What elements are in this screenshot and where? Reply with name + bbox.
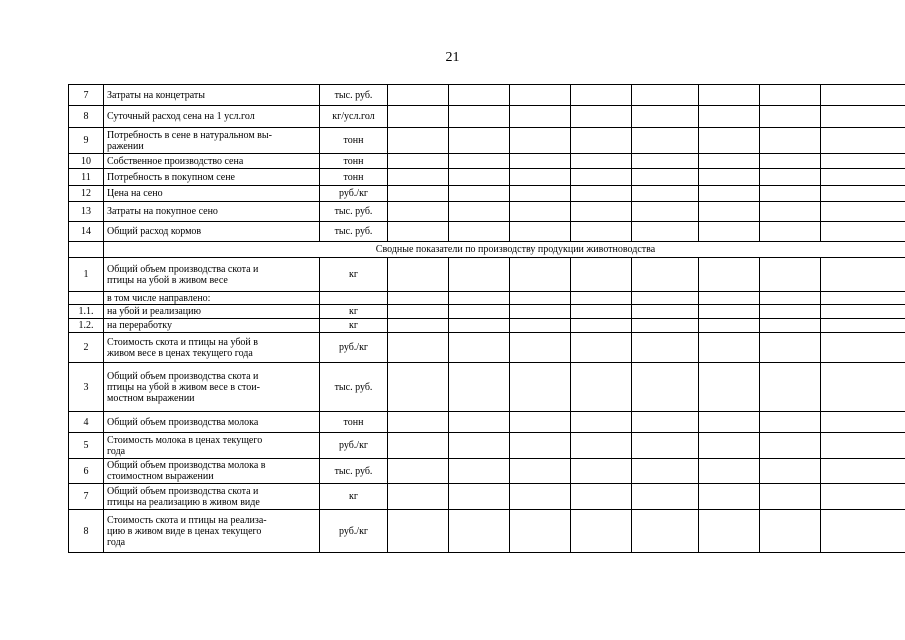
value-cell [510,459,571,484]
value-cell [699,169,760,186]
value-cell [760,186,821,202]
value-cell [760,222,821,242]
indicator-name: Стоимость скота и птицы на реализа- цию в живом виде в ценах текущего года [104,510,320,553]
value-cell [510,202,571,222]
unit-cell: руб./кг [320,510,388,553]
value-cell [449,319,510,333]
value-cell [388,258,449,292]
table-row [69,363,905,412]
value-cell [571,305,632,319]
row-number: 6 [69,459,104,484]
value-cell [699,459,760,484]
value-cell [388,459,449,484]
unit-cell: руб./кг [320,433,388,459]
value-cell [632,433,699,459]
value-cell [760,484,821,510]
report-table [68,84,905,553]
value-cell [821,484,905,510]
row-number: 11 [69,169,104,186]
indicator-name: Затраты на покупное сено [104,202,320,222]
value-cell [760,510,821,553]
value-cell [821,319,905,333]
value-cell [388,319,449,333]
value-cell [449,305,510,319]
unit-cell: тыс. руб. [320,85,388,106]
unit-cell: тыс. руб. [320,202,388,222]
table-row [69,222,905,242]
value-cell [571,258,632,292]
value-cell [760,319,821,333]
indicator-name: Общий объем производства скота и птицы на убой в живом весе в стои- мостном выражении [104,363,320,412]
row-number: 8 [69,106,104,128]
value-cell [760,85,821,106]
indicator-name: Стоимость скота и птицы на убой в живом весе в ценах текущего года [104,333,320,363]
value-cell [388,222,449,242]
value-cell [449,85,510,106]
indicator-name: Потребность в сене в натуральном вы- ражении [104,128,320,154]
value-cell [699,305,760,319]
value-cell [699,292,760,305]
value-cell [510,222,571,242]
indicator-name: Общий объем производства молока [104,412,320,433]
value-cell [760,154,821,169]
value-cell [449,292,510,305]
indicator-name: Потребность в покупном сене [104,169,320,186]
unit-cell: кг [320,258,388,292]
value-cell [449,106,510,128]
unit-cell: кг [320,484,388,510]
table-row [69,186,905,202]
value-cell [821,106,905,128]
value-cell [571,510,632,553]
value-cell [388,128,449,154]
row-number: 3 [69,363,104,412]
value-cell [510,510,571,553]
value-cell [821,510,905,553]
indicator-name: Суточный расход сена на 1 усл.гол [104,106,320,128]
indicator-name: Цена на сено [104,186,320,202]
value-cell [699,333,760,363]
row-number: 8 [69,510,104,553]
value-cell [449,154,510,169]
indicator-name: Общий объем производства скота и птицы на убой в живом весе [104,258,320,292]
value-cell [510,412,571,433]
value-cell [821,258,905,292]
indicator-name: Затраты на концетраты [104,85,320,106]
value-cell [699,186,760,202]
row-number: 7 [69,85,104,106]
value-cell [449,484,510,510]
indicator-name: на переработку [104,319,320,333]
value-cell [449,510,510,553]
unit-cell: тыс. руб. [320,222,388,242]
value-cell [760,202,821,222]
indicator-name: Собственное производство сена [104,154,320,169]
value-cell [571,433,632,459]
value-cell [449,186,510,202]
value-cell [821,85,905,106]
value-cell [571,169,632,186]
table-row [69,258,905,292]
value-cell [632,222,699,242]
unit-cell: кг [320,305,388,319]
value-cell [632,292,699,305]
value-cell [449,412,510,433]
unit-cell: руб./кг [320,186,388,202]
table-row [69,305,905,319]
row-number: 12 [69,186,104,202]
indicator-name: Общий объем производства скота и птицы на реализацию в живом виде [104,484,320,510]
value-cell [571,484,632,510]
value-cell [510,258,571,292]
value-cell [760,106,821,128]
value-cell [388,202,449,222]
value-cell [571,333,632,363]
value-cell [760,412,821,433]
value-cell [632,154,699,169]
value-cell [760,363,821,412]
unit-cell: тонн [320,154,388,169]
value-cell [699,85,760,106]
value-cell [449,169,510,186]
table-row [69,412,905,433]
value-cell [821,154,905,169]
value-cell [821,128,905,154]
value-cell [388,154,449,169]
value-cell [571,319,632,333]
value-cell [760,459,821,484]
value-cell [699,128,760,154]
value-cell [388,333,449,363]
value-cell [821,222,905,242]
value-cell [388,85,449,106]
value-cell [510,433,571,459]
row-number: 10 [69,154,104,169]
value-cell [632,363,699,412]
value-cell [571,85,632,106]
value-cell [821,412,905,433]
value-cell [388,169,449,186]
table-row [69,169,905,186]
value-cell [388,305,449,319]
value-cell [699,510,760,553]
value-cell [760,305,821,319]
value-cell [699,106,760,128]
indicator-name: Общий объем производства молока в стоимостном выражении [104,459,320,484]
value-cell [388,186,449,202]
value-cell [571,128,632,154]
table-row [69,154,905,169]
value-cell [388,412,449,433]
unit-cell: тонн [320,412,388,433]
value-cell [510,106,571,128]
indicator-name: Общий расход кормов [104,222,320,242]
value-cell [699,258,760,292]
value-cell [699,154,760,169]
value-cell [510,292,571,305]
value-cell [510,333,571,363]
table-row [69,292,905,305]
value-cell [760,128,821,154]
row-number: 1.2. [69,319,104,333]
value-cell [510,484,571,510]
value-cell [510,85,571,106]
value-cell [632,333,699,363]
value-cell [510,154,571,169]
value-cell [821,333,905,363]
value-cell [760,333,821,363]
value-cell [632,412,699,433]
table-row [69,484,905,510]
value-cell [510,319,571,333]
unit-cell: кг [320,319,388,333]
value-cell [821,433,905,459]
table-row [69,85,905,106]
value-cell [632,85,699,106]
table-row [69,106,905,128]
value-cell [821,202,905,222]
value-cell [510,363,571,412]
indicator-name: в том числе направлено: [104,292,320,305]
value-cell [699,363,760,412]
table-row [69,459,905,484]
value-cell [571,412,632,433]
value-cell [510,305,571,319]
unit-cell: тонн [320,169,388,186]
table-row [69,319,905,333]
row-number: 4 [69,412,104,433]
value-cell [821,186,905,202]
value-cell [632,319,699,333]
value-cell [449,333,510,363]
unit-cell: руб./кг [320,333,388,363]
value-cell [449,202,510,222]
section-header: Сводные показатели по производству продукции животноводства [104,242,905,258]
value-cell [821,459,905,484]
value-cell [760,292,821,305]
value-cell [449,433,510,459]
value-cell [449,222,510,242]
value-cell [632,106,699,128]
section-row [69,242,905,258]
value-cell [699,484,760,510]
row-number [69,292,104,305]
value-cell [449,128,510,154]
value-cell [571,222,632,242]
page-number: 21 [445,50,460,65]
row-number: 14 [69,222,104,242]
value-cell [571,363,632,412]
indicator-name: на убой и реализацию [104,305,320,319]
value-cell [699,433,760,459]
value-cell [571,202,632,222]
unit-cell [320,292,388,305]
row-number: 13 [69,202,104,222]
value-cell [632,459,699,484]
value-cell [632,258,699,292]
value-cell [510,169,571,186]
unit-cell: тыс. руб. [320,363,388,412]
row-number: 1 [69,258,104,292]
unit-cell: тонн [320,128,388,154]
table-row [69,433,905,459]
value-cell [821,363,905,412]
table-row [69,510,905,553]
value-cell [388,106,449,128]
row-number: 2 [69,333,104,363]
row-number: 7 [69,484,104,510]
value-cell [632,202,699,222]
row-number: 5 [69,433,104,459]
value-cell [760,258,821,292]
value-cell [388,484,449,510]
value-cell [571,106,632,128]
value-cell [449,459,510,484]
value-cell [632,484,699,510]
value-cell [699,319,760,333]
value-cell [699,202,760,222]
value-cell [571,186,632,202]
row-number: 9 [69,128,104,154]
value-cell [632,305,699,319]
value-cell [821,305,905,319]
indicator-name: Стоимость молока в ценах текущего года [104,433,320,459]
value-cell [821,292,905,305]
value-cell [760,169,821,186]
table-row [69,333,905,363]
row-number: 1.1. [69,305,104,319]
value-cell [571,292,632,305]
value-cell [510,128,571,154]
table-row [69,128,905,154]
value-cell [388,363,449,412]
value-cell [449,258,510,292]
value-cell [388,433,449,459]
value-cell [510,186,571,202]
value-cell [571,459,632,484]
value-cell [760,433,821,459]
value-cell [632,186,699,202]
value-cell [571,154,632,169]
value-cell [632,510,699,553]
table-row [69,202,905,222]
value-cell [699,412,760,433]
unit-cell: тыс. руб. [320,459,388,484]
value-cell [632,169,699,186]
unit-cell: кг/усл.гол [320,106,388,128]
table-body [69,85,905,553]
value-cell [449,363,510,412]
value-cell [699,222,760,242]
value-cell [821,169,905,186]
value-cell [388,510,449,553]
value-cell [632,128,699,154]
empty-cell [69,242,104,258]
value-cell [388,292,449,305]
